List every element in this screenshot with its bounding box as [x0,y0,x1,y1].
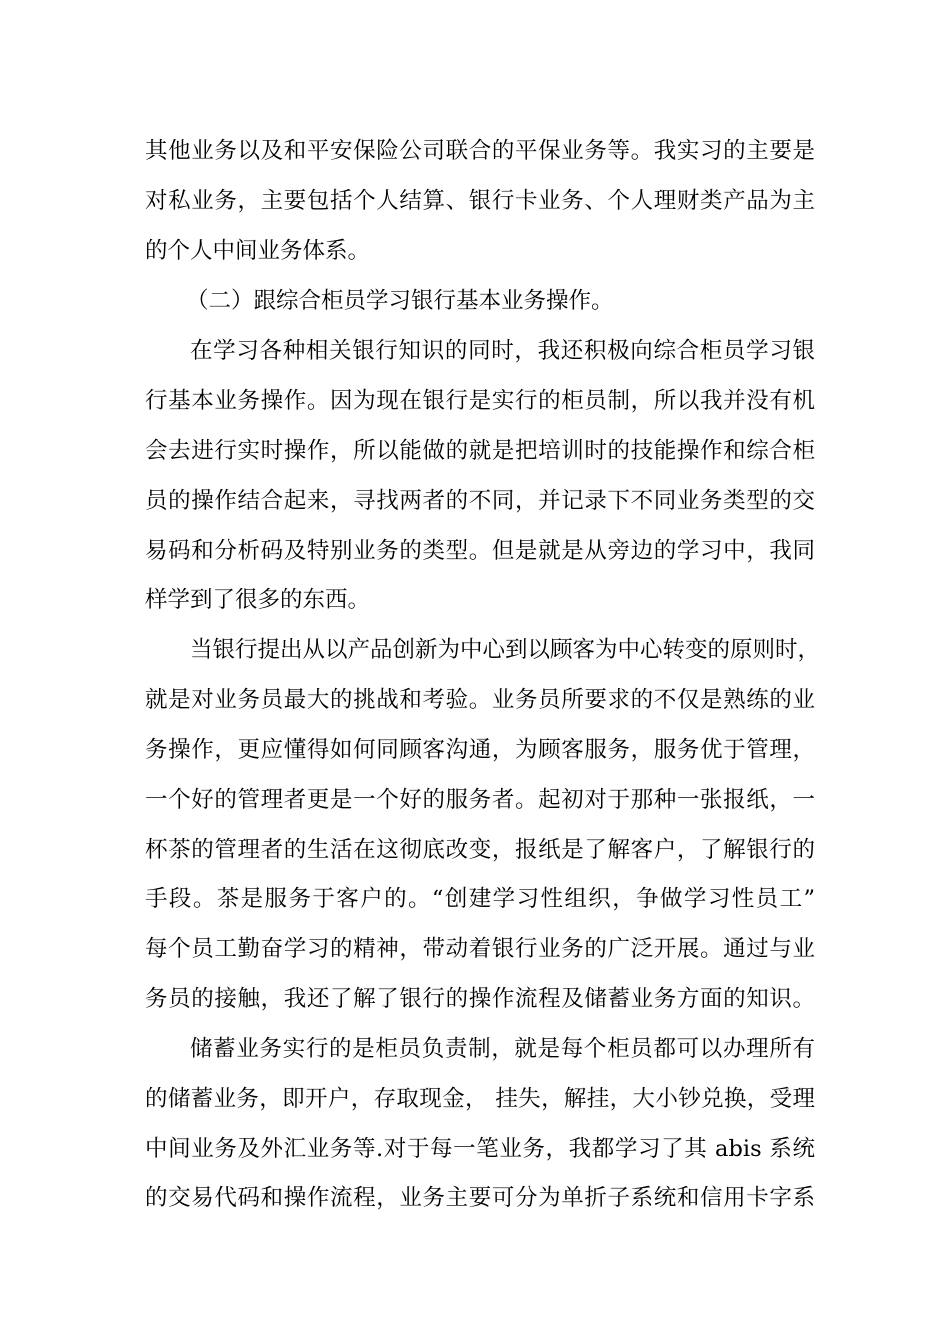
text-line-3: 的个人中间业务体系。 [145,238,371,264]
text-line-15: 杯茶的管理者的生活在这彻底改变，报纸是了解客户，了解银行的 [145,837,815,863]
text-line-14: 一个好的管理者更是一个好的服务者。起初对于那种一张报纸，一 [145,787,815,813]
section-heading: （二）跟综合柜员学习银行基本业务操作。 [186,288,614,314]
text-line-12: 就是对业务员最大的挑战和考验。业务员所要求的不仅是熟练的业 [145,687,815,713]
text-line-13: 务操作，更应懂得如何同顾客沟通，为顾客服务，服务优于管理， [145,737,815,763]
text-line-17: 每个员工勤奋学习的精神，带动着银行业务的广泛开展。通过与业 [145,936,815,962]
text-line-11: 当银行提出从以产品创新为中心到以顾客为中心转变的原则时， [190,637,821,663]
text-line-10: 样学到了很多的东西。 [145,587,371,613]
text-line-2: 对私业务，主要包括个人结算、银行卡业务、个人理财类产品为主 [145,188,815,214]
text-line-20: 的储蓄业务，即开户，存取现金， 挂失，解挂，大小钞兑换，受理 [145,1086,815,1112]
text-line-22: 的交易代码和操作流程，业务主要可分为单折子系统和信用卡字系 [145,1185,815,1211]
text-line-9: 易码和分析码及特别业务的类型。但是就是从旁边的学习中，我同 [145,538,815,564]
text-line-18: 务员的接触，我还了解了银行的操作流程及储蓄业务方面的知识。 [145,986,815,1012]
text-line-1: 其他业务以及和平安保险公司联合的平保业务等。我实习的主要是 [145,138,815,164]
text-line-5: 在学习各种相关银行知识的同时，我还积极向综合柜员学习银 [190,338,815,364]
text-line-16: 手段。茶是服务于客户的。“创建学习性组织，争做学习性员工” [145,886,815,912]
text-line-7: 会去进行实时操作，所以能做的就是把培训时的技能操作和综合柜 [145,438,815,464]
text-line-6: 行基本业务操作。因为现在银行是实行的柜员制，所以我并没有机 [145,388,815,414]
text-line-21: 中间业务及外汇业务等.对于每一笔业务，我都学习了其 abis 系统 [145,1136,815,1162]
text-line-8: 员的操作结合起来，寻找两者的不同，并记录下不同业务类型的交 [145,488,815,514]
text-line-19: 储蓄业务实行的是柜员负责制，就是每个柜员都可以办理所有 [190,1036,815,1062]
